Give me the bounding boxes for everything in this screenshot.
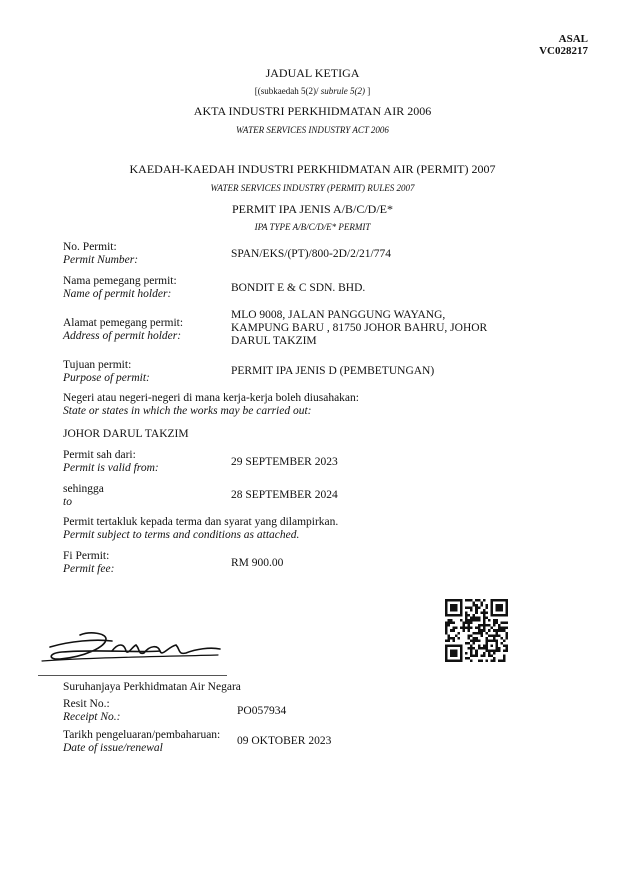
issuer-name: Suruhanjaya Perkhidmatan Air Negara xyxy=(63,681,241,693)
act-title-en: WATER SERVICES INDUSTRY ACT 2006 xyxy=(236,125,389,135)
subrule-ms: [(subkaedah 5(2)/ xyxy=(254,86,321,96)
valid-from-value: 29 SEPTEMBER 2023 xyxy=(231,456,338,468)
holder-label-ms: Nama pemegang permit: xyxy=(63,275,177,287)
address-label-en: Address of permit holder: xyxy=(63,330,182,342)
rules-title-ms: KAEDAH-KAEDAH INDUSTRI PERKHIDMATAN AIR (PERMIT) 2007 xyxy=(129,162,496,176)
terms-en: Permit subject to terms and conditions as attached. xyxy=(63,529,300,541)
receipt-label-ms: Resit No.: xyxy=(63,698,110,710)
subrule-reference xyxy=(0,86,625,96)
purpose-label-en: Purpose of permit: xyxy=(63,372,150,384)
purpose-value: PERMIT IPA JENIS D (PEMBETUNGAN) xyxy=(231,365,435,377)
valid-from-label-en: Permit is valid from: xyxy=(63,462,159,474)
permit-type-ms: PERMIT IPA JENIS A/B/C/D/E* xyxy=(231,202,394,216)
act-title-ms: AKTA INDUSTRI PERKHIDMATAN AIR 2006 xyxy=(193,104,432,118)
issue-date-label-ms: Tarikh pengeluaran/pembaharuan: xyxy=(63,729,221,741)
valid-to-value: 28 SEPTEMBER 2024 xyxy=(231,489,338,501)
terms-ms: Permit tertakluk kepada terma dan syarat yang dilampirkan. xyxy=(63,516,339,528)
subrule-en: subrule 5(2) xyxy=(320,86,365,96)
fee-label-ms: Fi Permit: xyxy=(63,550,110,562)
states-label-en: State or states in which the works may be carried out: xyxy=(63,405,312,417)
permit-no-value: SPAN/EKS/(PT)/800-2D/2/21/774 xyxy=(231,248,391,260)
issue-date-label-en: Date of issue/renewal xyxy=(63,742,163,754)
address-value: MLO 9008, JALAN PANGGUNG WAYANG, KAMPUNG BARU , 81750 JOHOR BAHRU, JOHOR DARUL TAKZIM xyxy=(231,309,488,347)
valid-to-label-en: to xyxy=(63,496,72,508)
address-label-ms: Alamat pemegang permit: xyxy=(63,317,184,329)
receipt-label-en: Receipt No.: xyxy=(63,711,121,723)
permit-no-label-ms: No. Permit: xyxy=(63,241,117,253)
permit-no-label-en: Permit Number: xyxy=(63,254,139,266)
purpose-label-ms: Tujuan permit: xyxy=(63,359,132,371)
holder-value: BONDIT E & C SDN. BHD. xyxy=(231,282,366,294)
signature-icon xyxy=(40,625,225,670)
issue-date-value: 09 OKTOBER 2023 xyxy=(237,735,332,747)
holder-label-en: Name of permit holder: xyxy=(63,288,172,300)
copy-label: ASAL xyxy=(558,33,588,45)
fee-value: RM 900.00 xyxy=(231,557,284,569)
schedule-title: JADUAL KETIGA xyxy=(265,66,360,80)
valid-from-label-ms: Permit sah dari: xyxy=(63,449,136,461)
permit-type-en: IPA TYPE A/B/C/D/E* PERMIT xyxy=(254,222,371,232)
subrule-close: ] xyxy=(364,86,371,96)
states-value: JOHOR DARUL TAKZIM xyxy=(63,428,189,440)
qr-code-icon xyxy=(445,599,508,662)
signature-line xyxy=(38,675,227,676)
serial-number: VC028217 xyxy=(539,45,588,57)
states-label-ms: Negeri atau negeri-negeri di mana kerja-kerja boleh diusahakan: xyxy=(63,392,359,404)
fee-label-en: Permit fee: xyxy=(63,563,115,575)
rules-title-en: WATER SERVICES INDUSTRY (PERMIT) RULES 2007 xyxy=(210,183,415,193)
receipt-value: PO057934 xyxy=(237,705,287,717)
valid-to-label-ms: sehingga xyxy=(63,483,104,495)
